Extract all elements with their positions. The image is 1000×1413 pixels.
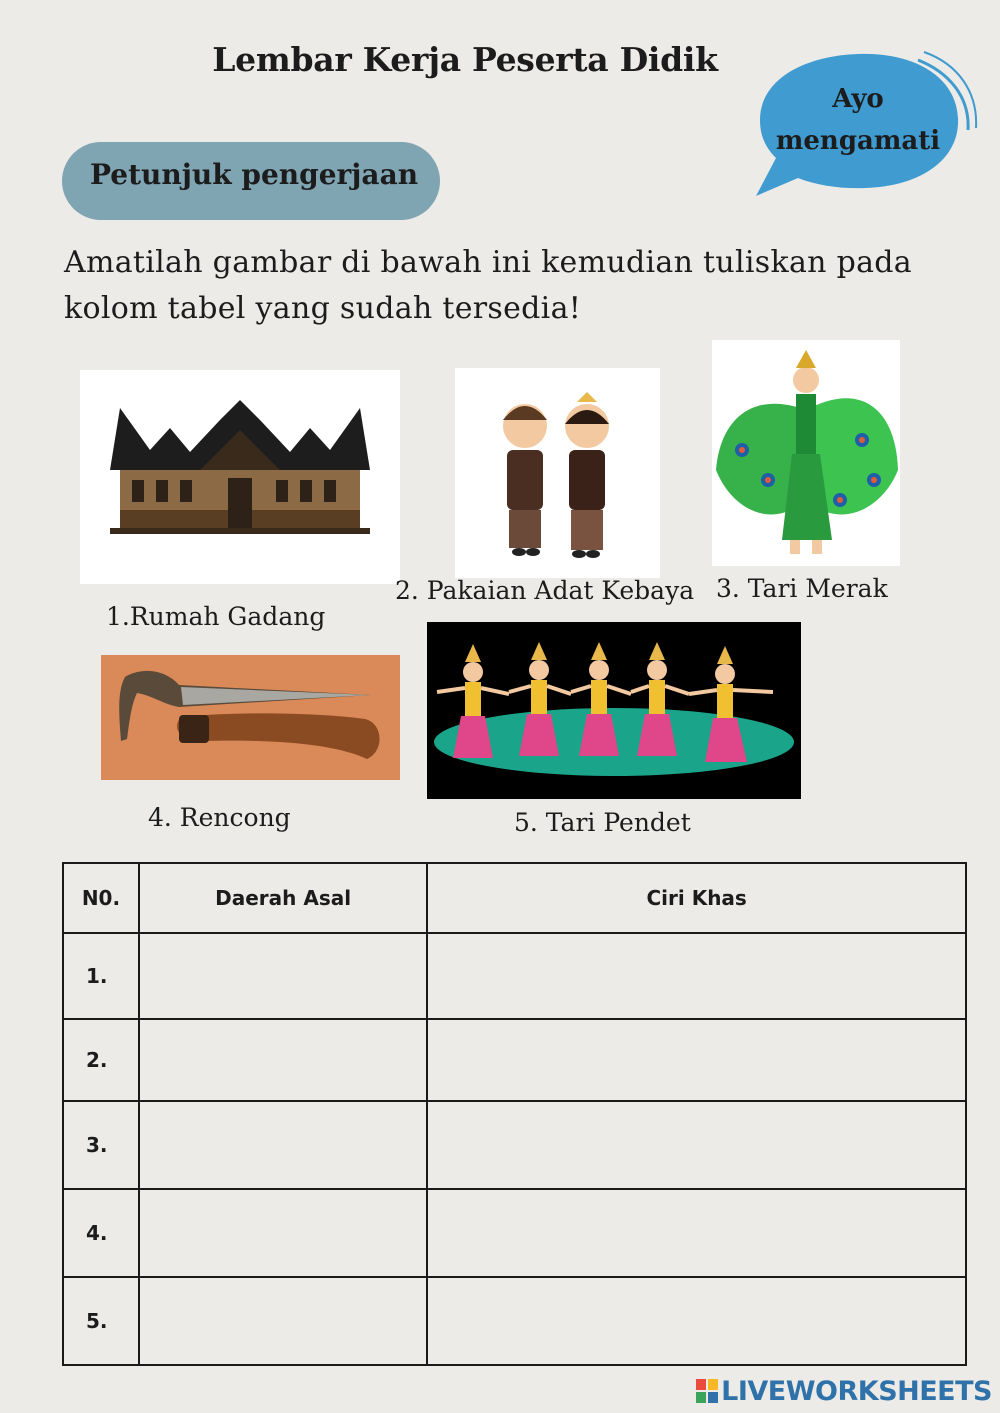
bubble-label	[768, 78, 948, 162]
liveworksheets-icon	[696, 1379, 718, 1403]
caption-4: 4. Rencong	[148, 803, 291, 832]
ciri-khas-cell[interactable]	[427, 1277, 966, 1365]
liveworksheets-logo	[696, 1376, 992, 1407]
table-row	[63, 1019, 966, 1101]
table-row	[63, 933, 966, 1019]
daerah-asal-cell[interactable]	[139, 1019, 427, 1101]
bubble-line-1: Ayo	[832, 84, 884, 114]
ciri-khas-cell[interactable]	[427, 1189, 966, 1277]
header-ciri-khas: Ciri Khas	[427, 863, 966, 933]
pendet-dancers-image	[427, 622, 801, 799]
instructions-label: Petunjuk pengerjaan	[90, 158, 419, 191]
daerah-asal-cell[interactable]	[139, 1189, 427, 1277]
caption-2: 2. Pakaian Adat Kebaya	[395, 576, 695, 605]
table-row	[63, 1189, 966, 1277]
table-row	[63, 1101, 966, 1189]
ciri-khas-cell[interactable]	[427, 933, 966, 1019]
table-header-row	[63, 863, 966, 933]
kebaya-couple-image	[455, 368, 660, 578]
brand-text: LIVEWORKSHEETS	[721, 1376, 992, 1407]
header-daerah-asal: Daerah Asal	[139, 863, 427, 933]
daerah-asal-cell[interactable]	[139, 1101, 427, 1189]
row-number: 5.	[63, 1277, 139, 1365]
rumah-gadang-image	[80, 370, 400, 584]
ciri-khas-cell[interactable]	[427, 1019, 966, 1101]
caption-1: 1.Rumah Gadang	[106, 602, 326, 631]
answer-table	[62, 862, 967, 1366]
row-number: 1.	[63, 933, 139, 1019]
daerah-asal-cell[interactable]	[139, 1277, 427, 1365]
rencong-dagger-image	[101, 655, 400, 780]
page-title: Lembar Kerja Peserta Didik	[212, 40, 718, 79]
caption-3: 3. Tari Merak	[716, 574, 888, 603]
daerah-asal-cell[interactable]	[139, 933, 427, 1019]
instructions-text: Amatilah gambar di bawah ini kemudian tuliskan pada kolom tabel yang sudah tersedia!	[64, 245, 912, 326]
row-number: 2.	[63, 1019, 139, 1101]
ciri-khas-cell[interactable]	[427, 1101, 966, 1189]
header-no: N0.	[63, 863, 139, 933]
bubble-line-2: mengamati	[775, 126, 941, 156]
table-row	[63, 1277, 966, 1365]
peacock-dancer-image	[712, 340, 900, 566]
row-number: 4.	[63, 1189, 139, 1277]
caption-5: 5. Tari Pendet	[514, 808, 691, 837]
row-number: 3.	[63, 1101, 139, 1189]
